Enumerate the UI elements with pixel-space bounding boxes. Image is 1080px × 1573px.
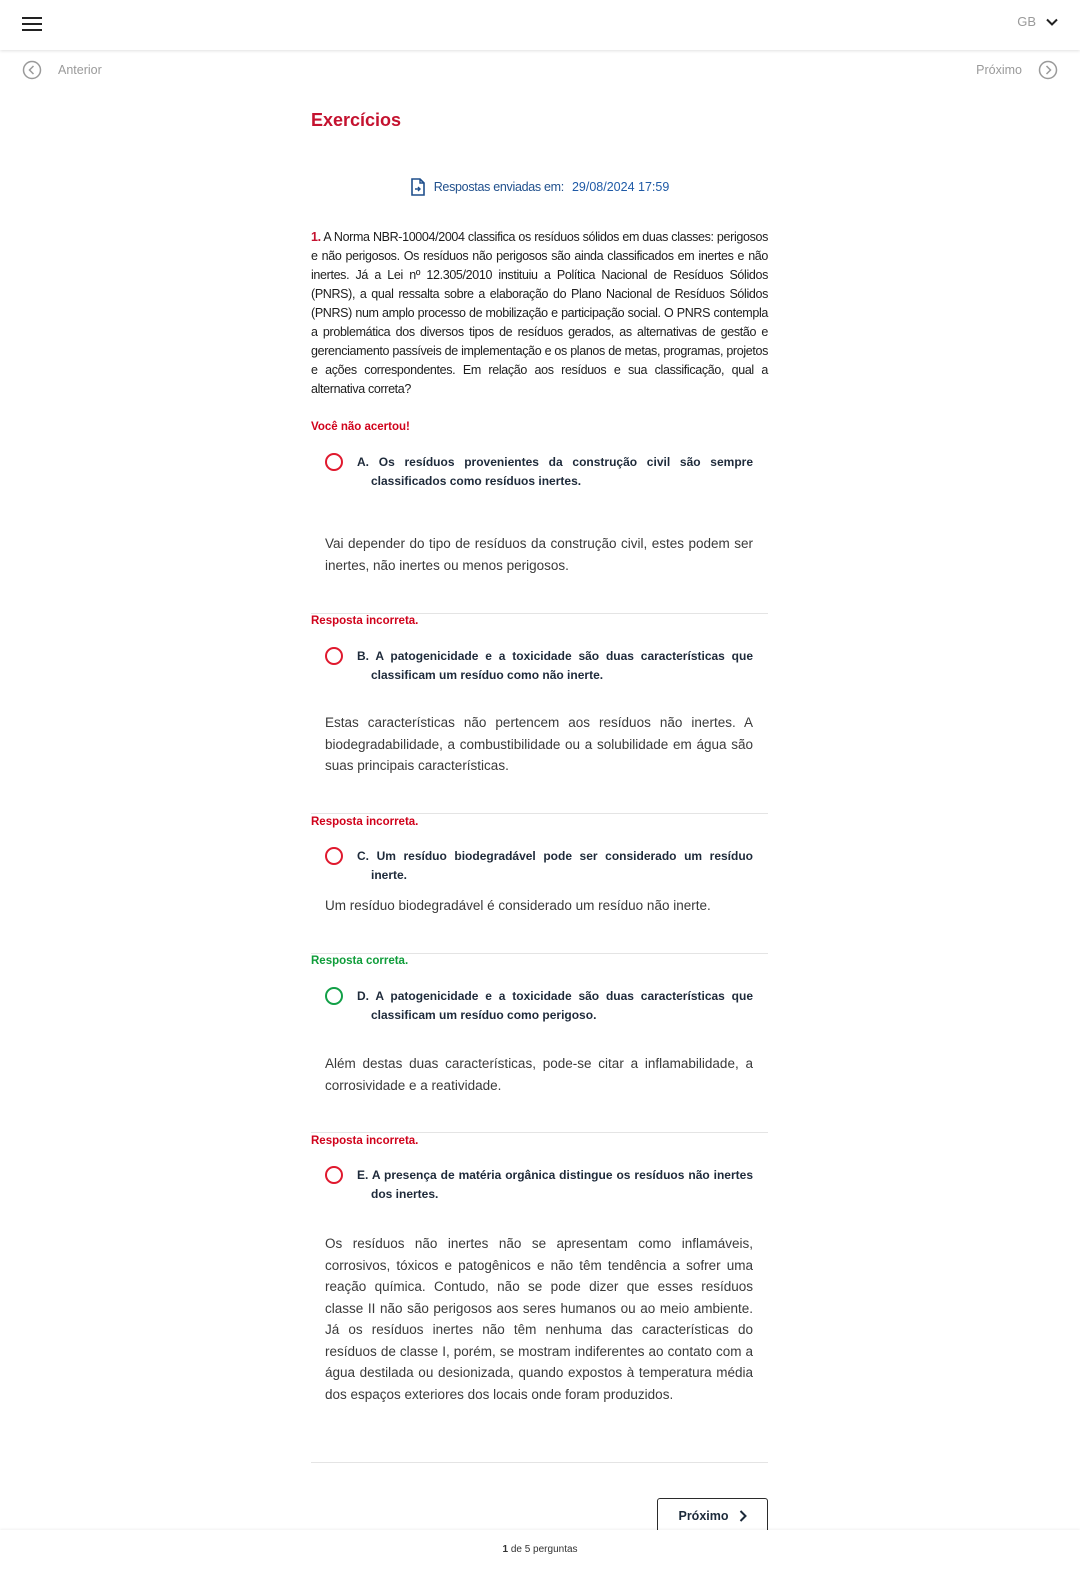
current-question-number: 1 bbox=[502, 1544, 509, 1555]
previous-link[interactable] bbox=[22, 60, 102, 80]
question-counter-suffix: de 5 perguntas bbox=[510, 1544, 578, 1555]
chevron-left-circle-icon bbox=[22, 60, 42, 80]
page-title: Exercícios bbox=[311, 110, 402, 130]
question-counter bbox=[0, 1544, 1080, 1555]
chevron-down-icon bbox=[1046, 18, 1058, 26]
option-b-explanation: Estas características não pertencem aos resíduos não inertes. A biodegradabilidade, a combustibilidade ou a solubilidade em água são suas principais características. bbox=[325, 715, 753, 773]
option-e-status: Resposta incorreta. bbox=[311, 1135, 419, 1147]
option-c-explanation: Um resíduo biodegradável é considerado um resíduo não inerte. bbox=[325, 898, 711, 913]
hamburger-menu-icon[interactable] bbox=[22, 17, 42, 33]
option-b[interactable] bbox=[325, 647, 753, 685]
next-label: Próximo bbox=[976, 63, 1022, 77]
chevron-right-icon bbox=[739, 1510, 747, 1522]
radio-icon bbox=[325, 1166, 343, 1184]
next-button[interactable] bbox=[657, 1498, 768, 1534]
option-d-text: D. A patogenicidade e a toxicidade são duas características que classificam um resíduo como perigoso. bbox=[357, 989, 753, 1022]
submission-info bbox=[311, 178, 768, 196]
option-a[interactable] bbox=[325, 453, 753, 491]
language-code: GB bbox=[1017, 14, 1036, 29]
divider bbox=[311, 813, 768, 814]
next-link[interactable] bbox=[976, 60, 1058, 80]
footer-bar bbox=[0, 1530, 1080, 1573]
option-c-text: C. Um resíduo biodegradável pode ser considerado um resíduo inerte. bbox=[357, 849, 753, 882]
option-a-status: Você não acertou! bbox=[311, 421, 410, 433]
previous-label: Anterior bbox=[58, 63, 102, 77]
next-button-label: Próximo bbox=[678, 1509, 729, 1523]
option-d-explanation: Além destas duas características, pode-se citar a inflamabilidade, a corrosividade e a reatividade. bbox=[325, 1056, 753, 1093]
option-b-status: Resposta incorreta. bbox=[311, 615, 419, 627]
divider bbox=[311, 613, 768, 614]
question-text: A Norma NBR-10004/2004 classifica os resíduos sólidos em duas classes: perigosos e não perigosos. Os resíduos não perigosos são ainda classificados em inertes e não inertes. Já a Lei nº 12.305/2010 instituiu a Política Nacional de Resíduos Sólidos (PNRS), a qual ressalta sobre a elaboração do Plano Nacional de Resíduos Sólidos (PNRS) num amplo processo de mobilização e participação social. O PNRS contempla a problemática dos diversos tipos de resíduos gerados, as alternativas de gestão e gerenciamento passíveis de implementação e os planos de metas, programas, projetos e ações correspondentes. Em relação aos resíduos e sua classificação, qual a alternativa correta? bbox=[311, 230, 768, 396]
option-a-explanation: Vai depender do tipo de resíduos da construção civil, estes podem ser inertes, não inertes ou menos perigosos. bbox=[325, 536, 753, 573]
option-d-status: Resposta correta. bbox=[311, 955, 409, 967]
option-c-status: Resposta incorreta. bbox=[311, 816, 419, 828]
radio-icon bbox=[325, 647, 343, 665]
option-c[interactable] bbox=[325, 847, 753, 885]
chevron-right-circle-icon bbox=[1038, 60, 1058, 80]
divider bbox=[311, 1132, 768, 1133]
language-selector[interactable] bbox=[1017, 14, 1058, 29]
question-text-block bbox=[311, 228, 768, 399]
top-bar bbox=[0, 0, 1080, 50]
option-b-text: B. A patogenicidade e a toxicidade são duas características que classificam um resíduo como não inerte. bbox=[357, 649, 753, 682]
submission-label: Respostas enviadas em: bbox=[433, 180, 564, 194]
option-e-text: E. A presença de matéria orgânica distingue os resíduos não inertes dos inertes. bbox=[357, 1168, 753, 1201]
radio-icon bbox=[325, 453, 343, 471]
option-e-explanation: Os resíduos não inertes não se apresentam como inflamáveis, corrosivos, tóxicos e patogênicos e não têm tendência a sofrer uma reação química. Contudo, não se pode dizer que esses resíduos classe II não são perigosos aos seres humanos ou ao meio ambiente. Já os resíduos inertes não têm nenhuma das características do resíduos de classe I, porém, se mostram indiferentes ao contato com a água destilada ou desionizada, quando expostos à temperatura média dos espaços exteriores dos locais onde foram produzidos. bbox=[325, 1236, 753, 1402]
question-number: 1. bbox=[311, 230, 321, 244]
radio-icon bbox=[325, 987, 343, 1005]
divider bbox=[311, 1462, 768, 1463]
divider bbox=[311, 953, 768, 954]
option-a-text: A. Os resíduos provenientes da construção civil são sempre classificados como resíduos inertes. bbox=[357, 455, 753, 488]
option-d[interactable] bbox=[325, 987, 753, 1025]
document-icon bbox=[410, 178, 426, 196]
option-e[interactable] bbox=[325, 1166, 753, 1204]
submission-datetime: 29/08/2024 17:59 bbox=[571, 180, 670, 194]
question-navigation bbox=[0, 60, 1080, 84]
radio-icon bbox=[325, 847, 343, 865]
